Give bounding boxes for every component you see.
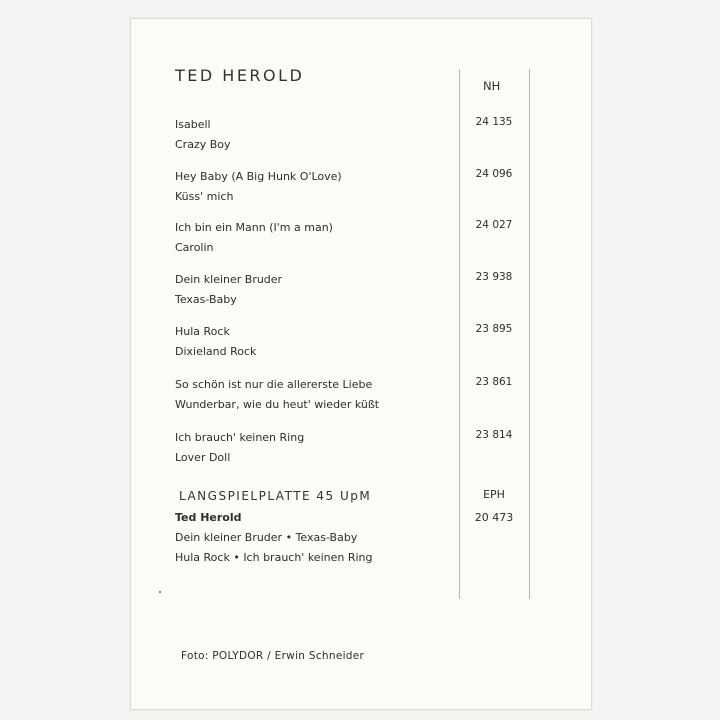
lp-catalog-number: 20 473 (474, 511, 514, 524)
catalog-number: 24 096 (475, 168, 513, 180)
catalog-number: 23 861 (475, 376, 513, 388)
song-b-side: Crazy Boy (175, 138, 231, 151)
lp-artist: Ted Herold (175, 511, 242, 524)
song-a-side: Isabell (175, 118, 211, 131)
song-b-side: Carolin (175, 241, 214, 254)
record-entry (175, 428, 445, 468)
record-entry (175, 270, 445, 310)
catalog-number: 24 027 (475, 219, 513, 231)
record-entry (175, 167, 445, 207)
record-entry (175, 375, 445, 415)
column-divider-left (459, 69, 460, 599)
lp-heading: LANGSPIELPLATTE 45 UpM (179, 489, 372, 503)
song-b-side: Lover Doll (175, 451, 231, 464)
lp-code-header: EPH (483, 488, 505, 501)
record-entry (175, 322, 445, 362)
record-entry (175, 218, 445, 258)
ink-dot (159, 591, 161, 593)
song-a-side: Hula Rock (175, 325, 230, 338)
song-b-side: Wunderbar, wie du heut' wieder küßt (175, 398, 380, 411)
song-a-side: Dein kleiner Bruder (175, 273, 283, 286)
column-divider-right (529, 69, 530, 599)
song-b-side: Texas-Baby (175, 293, 237, 306)
song-a-side: Ich bin ein Mann (I'm a man) (175, 221, 333, 234)
photo-credit: Foto: POLYDOR / Erwin Schneider (181, 650, 365, 662)
song-a-side: Ich brauch' keinen Ring (175, 431, 305, 444)
song-b-side: Küss' mich (175, 190, 234, 203)
artist-title: TED HEROLD (175, 66, 305, 85)
postcard (130, 18, 592, 710)
catalog-column-header: NH (483, 79, 501, 93)
lp-tracks-line-1: Dein kleiner Bruder • Texas-Baby (175, 531, 358, 544)
catalog-number: 23 938 (475, 271, 513, 283)
record-entry (175, 115, 445, 155)
catalog-number: 24 135 (475, 116, 513, 128)
catalog-number: 23 814 (475, 429, 513, 441)
lp-tracks-line-2: Hula Rock • Ich brauch' keinen Ring (175, 551, 373, 564)
song-a-side: Hey Baby (A Big Hunk O'Love) (175, 170, 342, 183)
song-b-side: Dixieland Rock (175, 345, 257, 358)
song-a-side: So schön ist nur die allererste Liebe (175, 378, 373, 391)
catalog-number: 23 895 (475, 323, 513, 335)
